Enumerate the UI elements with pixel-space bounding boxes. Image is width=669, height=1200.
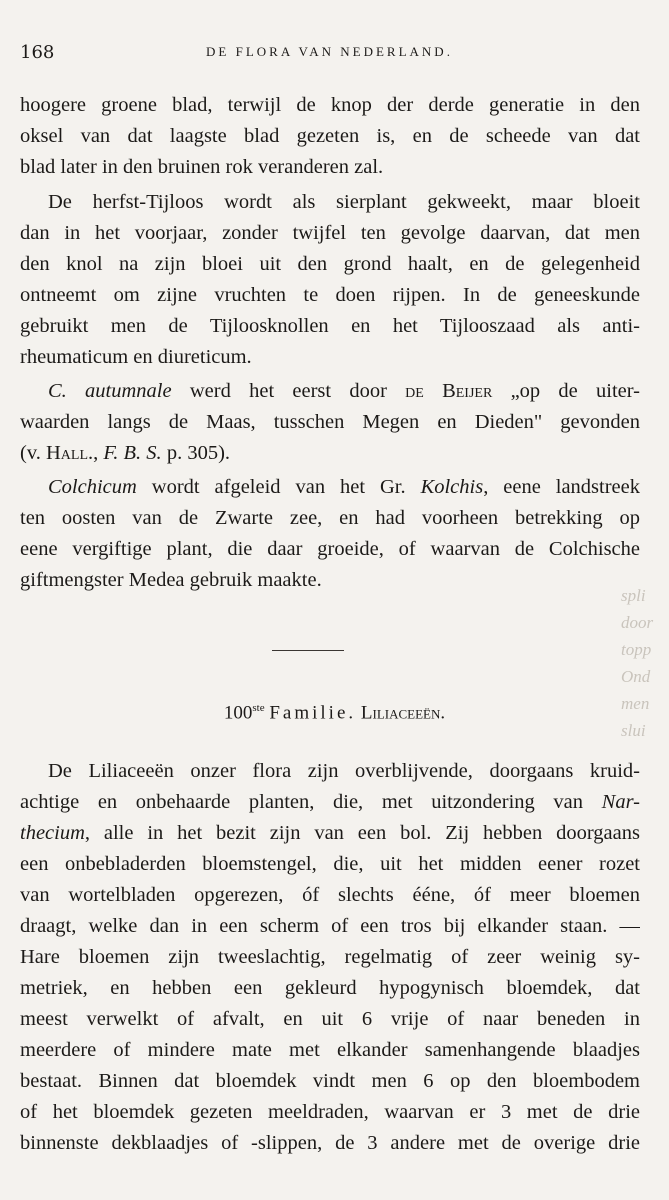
paragraph-2 (20, 187, 640, 373)
text-run: , eene landstreek (483, 476, 640, 498)
page-header (20, 38, 639, 68)
bleed-through-text: slui (621, 721, 646, 740)
bleed-through-text: door (621, 613, 654, 632)
text-line: De herfst-Tijloos wordt als sierplant gekweekt, maar bloeit (48, 191, 640, 213)
text-line: dan in het voorjaar, zonder twijfel ten gevolge daarvan, dat men (20, 222, 640, 244)
text-line: waarden langs de Maas, tusschen Megen en Dieden" gevonden (20, 411, 640, 433)
italic-species: C. autumnale (48, 380, 172, 402)
text-line: gebruikt men de Tijloosknollen en het Tijlooszaad als anti- (20, 315, 640, 337)
running-title: DE FLORA VAN NEDERLAND. (206, 44, 453, 59)
text-line: een onbebladerden bloemstengel, die, uit het midden eener rozet (20, 853, 640, 875)
text-line: van wortelbladen opgerezen, óf slechts ééne, óf meer bloemen (20, 884, 640, 906)
text-line: blad later in den bruinen rok veranderen zal. (20, 156, 384, 178)
text-line: meest verwelkt of afvalt, en uit 6 vrije of naar beneden in (20, 1008, 640, 1030)
text-line (20, 787, 640, 818)
text-line: binnenste dekblaadjes of -slippen, de 3 andere met de overige drie (20, 1132, 640, 1154)
text-line: giftmengster Medea gebruik maakte. (20, 569, 322, 591)
text-line: den knol na zijn bloei uit den grond haalt, en de gelegenheid (20, 253, 640, 275)
text-line: ontneemt om zijne vruchten te doen rijpen. In de geneeskunde (20, 284, 640, 306)
family-heading (0, 702, 669, 724)
author-name: Hall. (46, 442, 94, 464)
text-run: , alle in het bezit zijn van een bol. Zij hebben doorgaans (84, 822, 640, 844)
bleed-through-text: spli (621, 586, 646, 605)
text-line: metriek, en hebben een gekleurd hypogynisch bloemdek, dat (20, 977, 640, 999)
text-line: hoogere groene blad, terwijl de knop der derde generatie in den (20, 94, 640, 116)
text-line: draagt, welke dan in een scherm of een tros bij elkander staan. — (20, 915, 640, 937)
page-number: 168 (20, 42, 55, 63)
bleed-through-text: Ond (621, 667, 651, 686)
text-run: (v. (20, 442, 46, 464)
text-line (20, 818, 640, 849)
bleed-through-text: topp (621, 640, 652, 659)
text-run: wordt afgeleid van het Gr. (136, 476, 421, 498)
text-run: achtige en onbehaarde planten, die, met uitzondering van (20, 791, 602, 813)
text-line: oksel van dat laagste blad gezeten is, en de scheede van dat (20, 125, 640, 147)
text-line (20, 438, 640, 469)
text-run: , (93, 442, 104, 464)
family-number-suffix: ste (252, 702, 265, 714)
paragraph-4 (20, 472, 640, 596)
paragraph-5 (20, 756, 640, 1159)
paragraph-1 (20, 90, 640, 183)
text-line (20, 472, 640, 503)
text-line: bestaat. Binnen dat bloemdek vindt men 6 op den bloembodem (20, 1070, 640, 1092)
text-line: Hare bloemen zijn tweeslachtig, regelmatig of zeer weinig sy- (20, 946, 640, 968)
text-line: ten oosten van de Zwarte zee, en had voorheen betrekking op (20, 507, 640, 529)
text-line (20, 376, 640, 407)
author-name: de Beijer (405, 380, 493, 402)
text-line: rheumaticum en diureticum. (20, 346, 252, 368)
text-run: p. 305). (161, 442, 231, 464)
italic-genus: thecium (20, 822, 85, 844)
italic-genus: Nar- (601, 791, 640, 813)
text-line: meerdere of mindere mate met elkander samenhangende blaadjes (20, 1039, 640, 1061)
text-run: werd het eerst door (171, 380, 406, 402)
family-number: 100 (223, 702, 253, 724)
italic-place: Kolchis (420, 476, 484, 498)
family-name: Liliaceeën. (360, 702, 446, 724)
text-line: De Liliaceeën onzer flora zijn overblijvende, doorgaans kruid- (48, 760, 640, 782)
family-word: Familie. (269, 702, 357, 724)
italic-genus: Colchicum (48, 476, 137, 498)
text-run: „op de uiter- (492, 380, 640, 402)
text-line: of het bloemdek gezeten meeldraden, waarvan er 3 met de drie (20, 1101, 640, 1123)
italic-reference: F. B. S. (103, 442, 162, 464)
paragraph-3 (20, 376, 640, 469)
section-divider (272, 650, 344, 651)
text-line: eene vergiftige plant, die daar groeide, of waarvan de Colchische (20, 538, 640, 560)
bleed-through-text: men (621, 694, 650, 713)
